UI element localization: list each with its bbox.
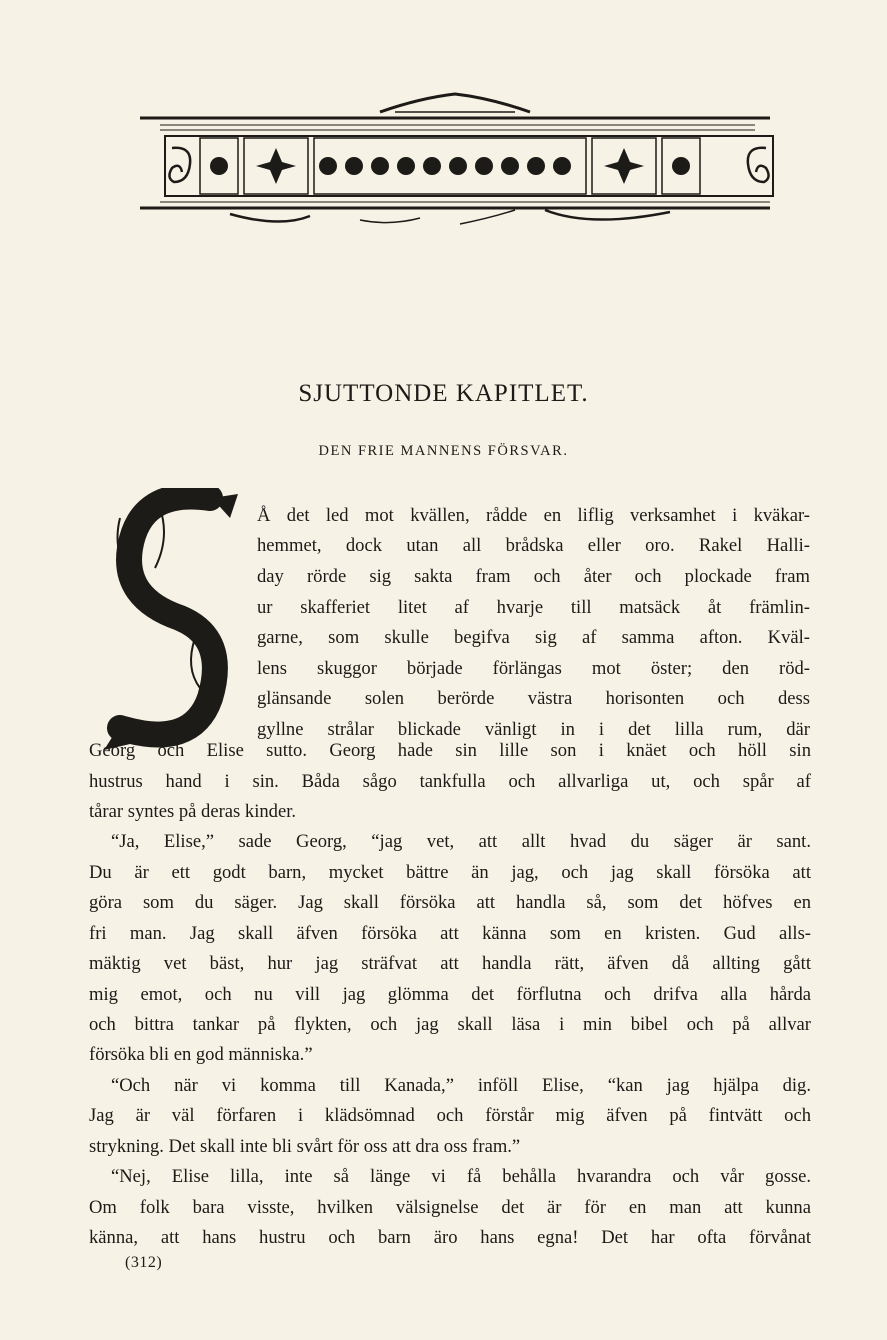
text-line: lens skuggor började förlängas mot öster; den röd- (257, 658, 810, 679)
text-line: tårar syntes på deras kinder. (89, 801, 297, 822)
text-line: hustrus hand i sin. Båda sågo tankfulla och allvarliga ut, och spår af (89, 771, 811, 792)
text-line: day rörde sig sakta fram och åter och plockade fram (257, 566, 810, 587)
text-line: “Ja, Elise,” sade Georg, “jag vet, att allt hvad du säger är sant. (111, 831, 811, 852)
text-line: glänsande solen berörde västra horisonten och dess (257, 688, 810, 709)
text-line: mig emot, och nu vill jag glömma det förflutna och drifva alla hårda (89, 984, 811, 1005)
text-line: gyllne strålar blickade vänligt in i det lilla rum, där (257, 719, 810, 740)
text-line: mäktig vet bäst, hur jag sträfvat att handla rätt, äfven då allting gått (89, 953, 811, 974)
text-line: Å det led mot kvällen, rådde en liflig verksamhet i kväkar- (257, 505, 810, 526)
text-line: fri man. Jag skall äfven försöka att känna som en kristen. Gud alls- (89, 923, 811, 944)
ornamental-header-icon (130, 88, 780, 248)
text-line: Du är ett godt barn, mycket bättre än jag, och jag skall försöka att (89, 862, 811, 883)
text-line: göra som du säger. Jag skall försöka att handla så, som det höfves en (89, 892, 811, 913)
text-line: och bittra tankar på flykten, och jag skall läsa i min bibel och på allvar (89, 1014, 811, 1035)
section-title: DEN FRIE MANNENS FÖRSVAR. (318, 443, 569, 459)
text-line: Jag är väl förfaren i klädsömnad och förstår mig äfven på fintvätt och (89, 1105, 811, 1126)
chapter-title: SJUTTONDE KAPITLET. (298, 380, 589, 407)
text-line: ur skafferiet litet af hvarje till matsäck åt främlin- (257, 597, 810, 618)
text-line: “Nej, Elise lilla, inte så länge vi få behålla hvarandra och vår gosse. (111, 1166, 811, 1187)
text-line: försöka bli en god människa.” (89, 1044, 313, 1065)
text-line: hemmet, dock utan all brådska eller oro. Rakel Halli- (257, 535, 810, 556)
text-line: Georg och Elise sutto. Georg hade sin lille son i knäet och höll sin (89, 740, 811, 761)
text-line: strykning. Det skall inte bli svårt för oss att dra oss fram.” (89, 1136, 521, 1157)
text-line: garne, som skulle begifva sig af samma afton. Kväl- (257, 627, 810, 648)
text-line: “Och när vi komma till Kanada,” inföll Elise, “kan jag hjälpa dig. (111, 1075, 811, 1096)
page-number: (312) (125, 1254, 163, 1271)
decorative-dropcap-icon (100, 488, 250, 760)
text-line: Om folk bara visste, hvilken välsignelse det är för en man att kunna (89, 1197, 811, 1218)
text-line: känna, att hans hustru och barn äro hans egna! Det har ofta förvånat (89, 1227, 811, 1248)
